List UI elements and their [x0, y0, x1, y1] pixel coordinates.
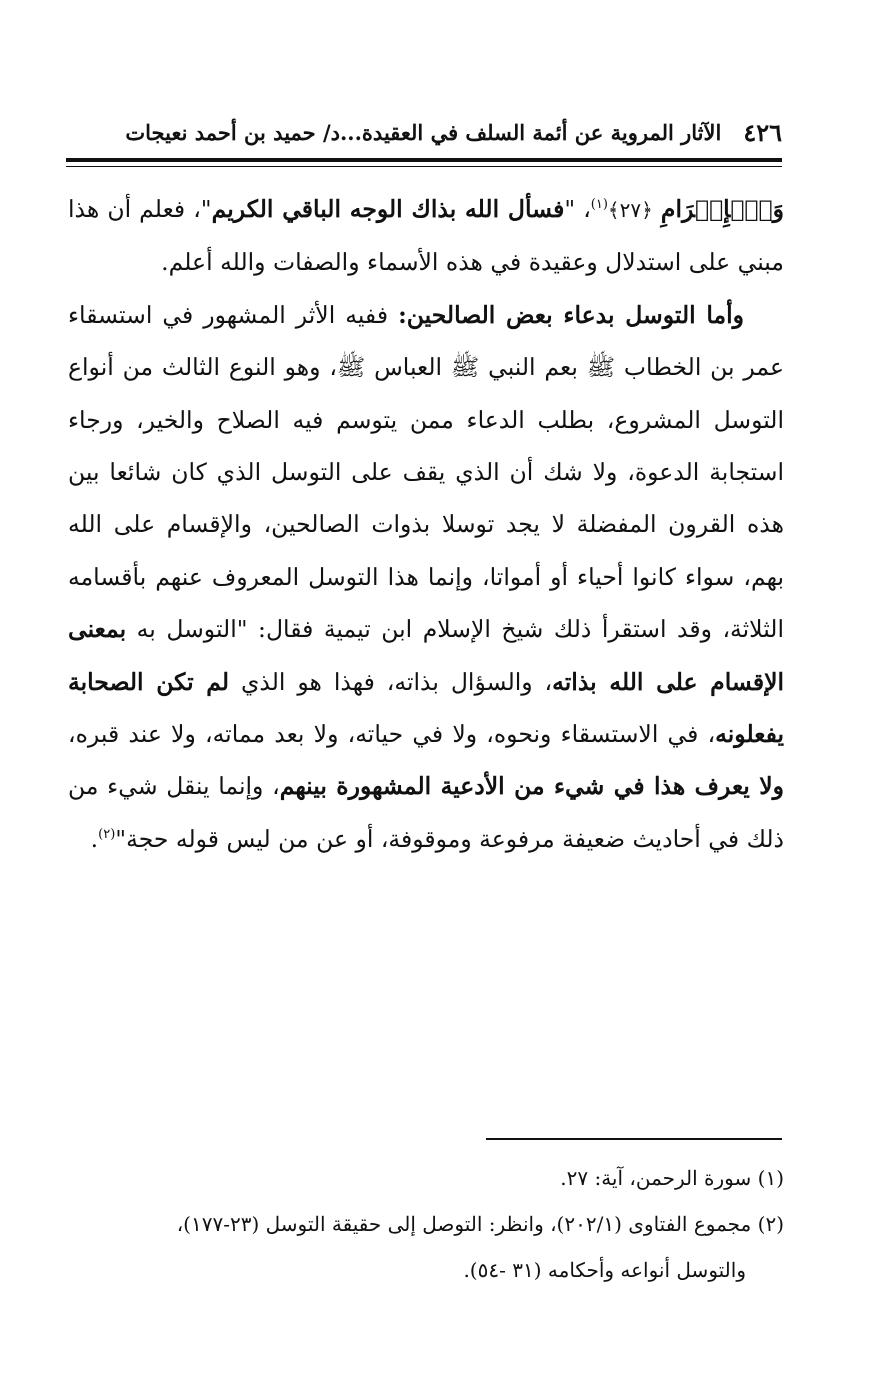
footnote-1: (١) سورة الرحمن، آية: ٢٧. [560, 1166, 784, 1190]
header-rule-thin [66, 166, 782, 167]
quran-verse-tail: وَٱلۡإِكۡرَامِ [660, 195, 784, 223]
page-header [66, 112, 782, 152]
separator: ، [575, 195, 591, 223]
paragraph-1: وَٱلۡإِكۡرَامِ ﴿٢٧﴾$^{(١)}$، "فسأل الله بذاك الوجه الباقي الكريم"، فعلم أن هذا مبني على استدلال وعقيدة في هذه الأسماء والصفات والله أعلم. [68, 195, 784, 277]
paragraph-2 [68, 289, 784, 865]
ayah-marker: ﴿٢٧﴾ [607, 198, 653, 222]
section-lead: وأما التوسل بدعاء بعض الصالحين: [398, 300, 744, 329]
bold-phrase-2: لم تكن الصحابة يفعلونه [68, 667, 784, 749]
header-rule-thick [66, 158, 782, 162]
paragraph-1-rest: "، فعلم أن هذا مبني على استدلال وعقيدة في هذه الأسماء والصفات والله أعلم. [68, 195, 784, 277]
bold-quote: فسأل الله بذاك الوجه الباقي الكريم [211, 195, 565, 223]
footnote-separator [486, 1138, 782, 1140]
paragraph-2-text-3: ، في الاستسقاء ونحوه، ولا في حياته، ولا بعد مماته، ولا عند قبره، [68, 720, 716, 749]
bold-phrase-1: بمعنى الإقسام على الله بذاته [68, 615, 784, 696]
bold-phrase-3: ولا يعرف هذا في شيء من الأدعية المشهورة بينهم [279, 772, 785, 801]
paragraph-2-end: . [90, 824, 99, 853]
paragraph-2-text-2: ، والسؤال بذاته، فهذا هو الذي [229, 667, 553, 696]
footnotes [68, 1158, 784, 1296]
main-text [68, 183, 784, 865]
paragraph-2-text-1: ففيه الأثر المشهور في استسقاء عمر بن الخطاب ﷺ بعم النبي ﷺ العباس ﷺ، وهو النوع الثالث من أنواع التوسل المشروع، بطلب الدعاء ممن يتوسم فيه الصلاح والخير، ورجاء استجابة الدعوة، ولا شك أن الذي يقف على التوسل الذي كان شائعا بين هذه القرون المفضلة لا يجد توسلا بذوات الصالحين، والإقسام على الله بهم، سواء كانوا أحياء أو أمواتا، وإنما هذا التوسل المعروف عنهم بأقسامه الثلاثة، وقد استقرأ ذلك شيخ الإسلام ابن تيمية فقال: "التوسل به [68, 300, 784, 644]
page-number: ٤٢٦ [743, 117, 782, 147]
footnote-ref-2: (٢) [98, 827, 116, 843]
footnote-2-continuation: والتوسل أنواعه وأحكامه (٣١ -٥٤). [463, 1258, 746, 1282]
running-title: الآثار المروية عن أئمة السلف في العقيدة...د/ حميد بن أحمد نعيجات [125, 119, 722, 145]
paragraph-2-text-4: ، وإنما ينقل شيء من ذلك في أحاديث ضعيفة مرفوعة وموقوفة، أو عن من ليس قوله حجة" [68, 772, 784, 853]
footnote-2: (٢) مجموع الفتاوى (٢٠٢/١)، وانظر: التوصل إلى حقيقة التوسل (٢٣-١٧٧)، [176, 1212, 784, 1236]
footnote-ref-1: (١) [590, 197, 608, 213]
